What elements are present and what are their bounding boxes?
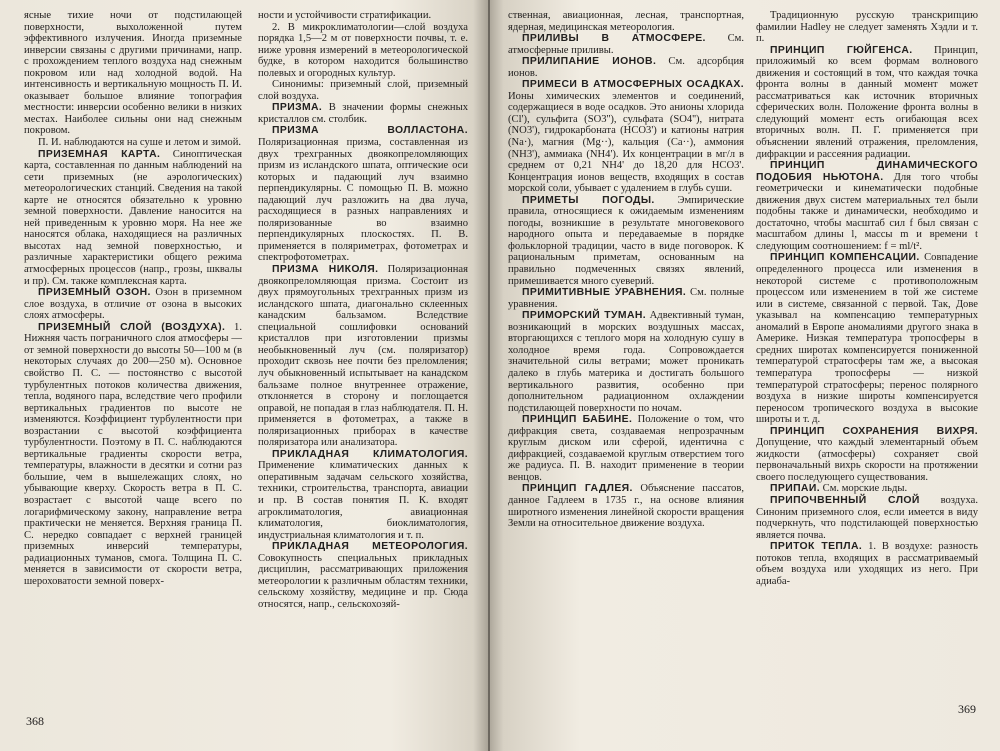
entry-text: См. полные уравнения. bbox=[508, 287, 744, 310]
entry-headword: ПРИЗЕМНЫЙ СЛОЙ (ВОЗДУХА). bbox=[38, 321, 226, 333]
entry-headword: ПРИНЦИП БАБИНЕ. bbox=[522, 414, 633, 426]
entry-text: Принцип, приложимый ко всем формам волнового движения и состоящий в том, что каждая точка фронта волны в данный момент может рассматриваться как источник вторичных сферических волн. Положение фронта волны в следующий момент есть огибающая всех вторичных волн. П. Г. применяется при объяснении явлений отражения, преломления, дифракции и рассеяния радиации. bbox=[756, 44, 978, 160]
entry-text: Адвективный туман, возникающий в морских воздушных массах, вторгающихся с теплого моря на холодную сушу в холодное время года. Сопровождается значительной силы ветрами; может проникать далеко в глубь материка и достигать большого вертикального развития, особенно при дополнительном радиационном охлаждении подстилающей поверхности по ночам. bbox=[508, 310, 745, 414]
dictionary-entry bbox=[756, 45, 978, 160]
right-column-2 bbox=[756, 10, 978, 587]
entry-text: Синоптическая карта, составленная по данным наблюдений на сети приземных (не аэрологических) метеорологических станций. Сведения на такой карте не относятся обязательно к уровню земной поверхности. Давление наносится на ней приведенным к уровню моря. На нее же наносятся облака, находящиеся на различных высотах над земной поверхностью, и различные характеристики общего режима атмосферных процессов (напр., грозы, шквалы и пр). См. также комплексная карта. bbox=[24, 148, 242, 287]
dictionary-entry bbox=[756, 252, 978, 425]
dictionary-entry bbox=[756, 495, 978, 541]
entry-text: воздуха. Синоним приземного слоя, если имеется в виду подчеркнуть, что подстилающей поверхностью является почва. bbox=[756, 494, 978, 541]
entry-headword: ПРИНЦИП КОМПЕНСАЦИИ. bbox=[770, 252, 920, 264]
entry-text: Эмпирические правила, относящиеся к ожидаемым изменениям погоды, возникшие в результате многовекового народного опыта и передаваемые в порядке фольклорной традиции, часто в виде поговорок. К рациональным приметам, основанным на правильно подмеченных связях явлений, примешивается много суеверий. bbox=[508, 194, 744, 287]
entry-headword: ПРИМЕСИ В АТМОСФЕРНЫХ ОСАДКАХ. bbox=[522, 79, 744, 91]
paragraph: ности и устойчивости стратификации. bbox=[258, 10, 432, 21]
paragraph: 2. В микроклиматологии—слой воздуха порядка 1,5—2 м от поверхности почвы, т. е. ниже уровня измерений в метеорологической будке, в котором находится большинство полевых и огородных культур. bbox=[258, 21, 468, 79]
entry-text: Для того чтобы геометрически и кинематически подобные движения двух систем материальных тел были подобны также и динамически, необходимо и достаточно, чтобы масштаб сил f был связан с масштабом длины l, массы m и времени t следующим соотношением: f = ml/t². bbox=[756, 171, 978, 252]
entry-headword: ПРИЗМА. bbox=[272, 102, 323, 114]
entry-text: В значении формы снежных кристаллов см. столбик. bbox=[258, 102, 468, 125]
entry-headword: ПРИЗМА НИКОЛЯ. bbox=[272, 264, 379, 276]
entry-text: Допущение, что каждый элементарный объем жидкости (атмосферы) сохраняет свой первоначальный вихрь скорости на протяжении своего последующего существования. bbox=[756, 437, 978, 483]
dictionary-entry bbox=[756, 426, 978, 484]
entry-headword: ПРИЛИВЫ В АТМОСФЕРЕ. bbox=[522, 33, 706, 45]
entry-headword: ПРИМИТИВНЫЕ УРАВНЕНИЯ. bbox=[522, 287, 687, 299]
entry-text: 1. Нижняя часть пограничного слоя атмосферы — от земной поверхности до высоты 50—100 м (в некоторых случаях до 200—250 м). Основное свойство П. С. — постоянство с высотой турбулентных потоков количества движения, тепла, водяного пара, вследствие чего профили вертикальных градиентов по высоте не изменяются. Коэффициент турбулентности при возрастании с высотой коэффициента турбулентности. Поэтому в П. С. наблюдаются вертикальные градиенты скорости ветра, температуры, влажности в десятки и сотни раз большие, чем в вышележащих слоях, но убывающие кверху. Скорость ветра в П. С. возрастает с высотой чаще всего по логарифмическому закону, направление ветра практически не меняется. Верхняя граница П. С. нередко совпадает с верхней границей приземных инверсий температуры, радиационных туманов, смога. Толщина П. С. меняется в зависимости от скорости ветра, шероховатости земной поверх- bbox=[24, 321, 242, 587]
entry-text: Положение о том, что дифракция света, создаваемая непрозрачным круглым диском или сферой, идентична с дифракцией, создаваемой круглым отверстием того же радиуса. П. В. находит применение в теории венцов. bbox=[508, 414, 744, 483]
right-column-1 bbox=[508, 10, 744, 530]
entry-headword: ПРИЗЕМНЫЙ ОЗОН. bbox=[38, 287, 151, 299]
entry-text: Ионы химических элементов и соединений, содержащиеся в воде осадков. Это анионы хлорида (Cl'), сульфита (SO3''), сульфата (SO4''), нитрата (NO3'), гидрокарбоната (HCO3') и катионы натрия (Na·), магния (Mg··), кальция (Ca··), аммония (NH3'), аммиака (NH4'). Их концентрации в мг/л в среднем от 0,21 NH4' до 18,20 для HCO3'. Концентрация ионов веществ, входящих в состав морской соли, убывает с удалением в глубь суши. bbox=[508, 90, 744, 195]
dictionary-entry bbox=[508, 79, 744, 194]
entry-headword: ПРИКЛАДНАЯ МЕТЕОРОЛОГИЯ. bbox=[272, 541, 468, 553]
entry-text: Применение климатических данных к оперативным задачам сельского хозяйства, техники, строительства, транспорта, авиации и пр. В состав понятия П. К. входят агроклиматология, авиационная климатология, биоклиматология, индустриальная климатология и т. п. bbox=[258, 460, 468, 541]
right-page bbox=[488, 0, 1000, 751]
dictionary-entry bbox=[258, 449, 468, 541]
dictionary-entry bbox=[258, 102, 468, 125]
paragraph: Традиционную русскую транскрипцию фамилии Hadley не следует заменять Хэдли и т. п. bbox=[756, 10, 978, 45]
dictionary-entry bbox=[508, 287, 744, 310]
dictionary-entry bbox=[508, 56, 744, 79]
dictionary-entry bbox=[508, 414, 744, 483]
dictionary-entry bbox=[24, 322, 242, 588]
entry-text: Озон в приземном слое воздуха, в отличие от озона в высоких слоях атмосферы. bbox=[24, 287, 242, 322]
dictionary-entry bbox=[508, 195, 744, 287]
entry-text: См. морские льды. bbox=[820, 483, 908, 495]
entry-text: Совокупность специальных прикладных дисциплин, рассматривающих приложения метеорологии к различным областям техники, сельскому хозяйству, медицине и пр. Сюда относятся, напр., сельскохозяй- bbox=[258, 552, 468, 610]
entry-text: См. атмосферные приливы. bbox=[508, 33, 744, 56]
entry-headword: ПРИНЦИП СОХРАНЕНИЯ ВИХРЯ. bbox=[770, 425, 978, 437]
entry-text: Поляризационная призма, составленная из двух трехгранных двоякопреломляющих призм из исландского шпата, оптические оси которых и падающий луч взаимно перпендикулярны. С помощью П. В. можно падающий луч разложить на два луча, расходящиеся в разных направлениях и поляризованные во взаимно перпендикулярных плоскостях. П. В. применяется в поляриметрах, фотометрах и спектрофотометрах. bbox=[258, 137, 468, 264]
entry-text: Объяснение пассатов, данное Гадлеем в 1735 г., на основе влияния широтного изменения линейной скорости вращения Земли на относительное движение воздуха. bbox=[508, 483, 745, 530]
paragraph: ясные тихие ночи от подстилающей поверхности, выхоложенной путем эффективного излучения. Иногда приземные инверсии связаны с другими причинами, напр. с прохождением теплого воздуха над снежным покровом или над холодной водой. На интенсивность и вертикальную мощность П. И. оказывает большое влияние топография местности: инверсии особенно велики в низких местах. Наиболее сильны они над снежным покровом. bbox=[24, 10, 242, 137]
dictionary-entry bbox=[508, 483, 744, 529]
entry-headword: ПРИЛИПАНИЕ ИОНОВ. bbox=[522, 56, 657, 68]
dictionary-entry bbox=[258, 541, 468, 610]
entry-headword: ПРИКЛАДНАЯ КЛИМАТОЛОГИЯ. bbox=[272, 448, 468, 460]
left-column-1 bbox=[24, 10, 242, 587]
dictionary-entry bbox=[756, 160, 978, 252]
entry-headword: ПРИНЦИП ГАДЛЕЯ. bbox=[522, 483, 633, 495]
page-number: 369 bbox=[958, 702, 976, 716]
dictionary-entry bbox=[258, 125, 468, 264]
entry-headword: ПРИПОЧВЕННЫЙ СЛОЙ bbox=[770, 494, 920, 506]
dictionary-entry bbox=[508, 310, 744, 414]
entry-headword: ПРИПАИ. bbox=[770, 483, 820, 495]
paragraph: ственная, авиационная, лесная, транспортная, ядерная, медицинская метеорология. bbox=[508, 10, 744, 33]
entry-headword: ПРИНЦИП ГЮЙГЕНСА. bbox=[770, 44, 913, 56]
left-page bbox=[0, 0, 488, 751]
entry-headword: ПРИТОК ТЕПЛА. bbox=[770, 541, 863, 553]
dictionary-entry bbox=[24, 287, 242, 322]
entry-headword: ПРИНЦИП ДИНАМИЧЕСКОГО ПОДОБИЯ НЬЮТОНА. bbox=[756, 160, 978, 183]
dictionary-entry bbox=[756, 541, 978, 587]
dictionary-entry bbox=[24, 149, 242, 288]
paragraph: П. И. наблюдаются на суше и летом и зимой. bbox=[38, 137, 242, 149]
book-gutter bbox=[488, 0, 490, 751]
entry-text: 1. В воздухе: разность потоков тепла, входящих в рассматриваемый объем воздуха или уходящих из него. При адиаба- bbox=[756, 541, 978, 587]
entry-headword: ПРИМОРСКИЙ ТУМАН. bbox=[522, 310, 647, 322]
entry-headword: ПРИМЕТЫ ПОГОДЫ. bbox=[522, 194, 655, 206]
entry-text: Поляризационная двоякопреломляющая призма. Состоит из двух прямоугольных трехгранных призм из исландского шпата, диагонально склеенных канадским бальзамом. Вследствие специальной сошлифовки оснований кристаллов при изготовлении призмы необыкновенный луч (см. поляризатор) проходит сквозь нее почти без преломления; луч обыкновенный испытывает на канадском бальзаме полное внутреннее отражение, отклоняется в сторону и поглощается оправой, не попадая в глаз наблюдателя. П. Н. применяется в фотометрах, а также в поляризационных приборах в качестве поляризатора или анализатора. bbox=[258, 264, 468, 449]
entry-text: Совпадение определенного процесса или изменения в некоторой системе с противоположным процессом или изменением в той же системе или в системе, связанной с первой. Так, Дове указывал на компенсацию температурных аномалий в Европе аномалиями другого знака в Америке. Низкая температура тропосферы в средних широтах компенсируется пониженной температурой стратосферы там же, а высокая температура тропосферы — низкой температурой стратосферы; перенос полярного воздуха в низкие широты компенсируется переносом тропического воздуха в высокие широты и т. д. bbox=[756, 252, 978, 426]
dictionary-entry bbox=[508, 33, 744, 56]
entry-headword: ПРИЗЕМНАЯ КАРТА. bbox=[38, 148, 161, 160]
dictionary-entry bbox=[258, 264, 468, 449]
paragraph: Синонимы: приземный слой, приземный слой воздуха. bbox=[258, 79, 468, 102]
page-number: 368 bbox=[26, 714, 44, 728]
left-column-2 bbox=[258, 10, 468, 610]
entry-headword: ПРИЗМА ВОЛЛАСТОНА. bbox=[272, 125, 468, 137]
entry-text: См. адсорбция ионов. bbox=[508, 56, 744, 79]
dictionary-entry bbox=[756, 483, 978, 495]
